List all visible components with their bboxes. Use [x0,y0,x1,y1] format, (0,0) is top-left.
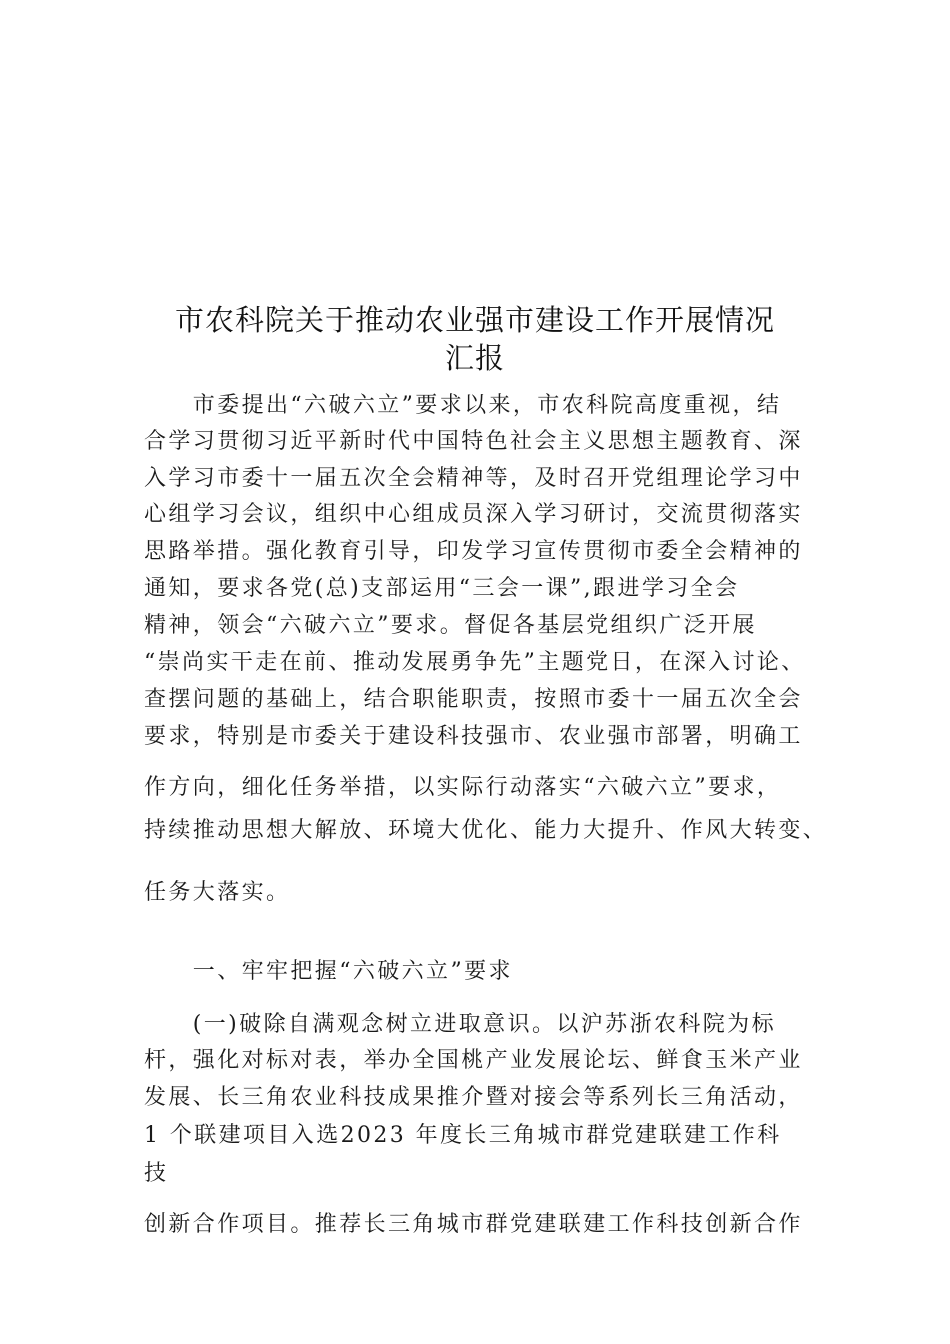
body-line: 持续推动思想大解放、环境大优化、能力大提升、作风大转变、 [144,818,828,843]
subsection-line: (一)破除自满观念树立进取意识。以沪苏浙农科院为标 [144,1012,776,1037]
body-line: 创新合作项目。推荐长三角城市群党建联建工作科技创新合作 [144,1212,803,1237]
body-line: 要求，特别是市委关于建设科技强市、农业强市部署，明确工 [144,724,803,749]
body-line: 通知，要求各党(总)支部运用“三会一课”,跟进学习全会 [144,576,740,601]
body-line: “崇尚实干走在前、推动发展勇争先”主题党日，在深入讨论、 [144,650,806,675]
body-line: 思路举措。强化教育引导，印发学习宣传贯彻市委全会精神的 [144,539,803,564]
document-title-line-1: 市农科院关于推动农业强市建设工作开展情况 [174,303,775,337]
body-line: 作方向，细化任务举措，以实际行动落实“六破六立”要求， [144,775,782,800]
body-line: 查摆问题的基础上，结合职能职责，按照市委十一届五次全会 [144,687,803,712]
body-line: 入学习市委十一届五次全会精神等，及时召开党组理论学习中 [144,466,803,491]
body-line: 合学习贯彻习近平新时代中国特色社会主义思想主题教育、深 [144,429,803,454]
body-line: 精神，领会“六破六立”要求。督促各基层党组织广泛开展 [144,613,757,638]
body-line: 1 个联建项目入选2023 年度长三角城市群党建联建工作科 [144,1123,782,1148]
body-line: 任务大落实。 [144,880,291,905]
body-line: 市委提出“六破六立”要求以来，市农科院高度重视，结 [144,393,782,418]
document-title-line-2: 汇报 [444,341,505,375]
body-line: 发展、长三角农业科技成果推介暨对接会等系列长三角活动， [144,1085,803,1110]
body-line: 杆，强化对标对表，举办全国桃产业发展论坛、鲜食玉米产业 [144,1048,803,1073]
body-line: 技 [144,1161,169,1186]
body-line: 心组学习会议，组织中心组成员深入学习研讨，交流贯彻落实 [144,502,803,527]
section-heading: 一、牢牢把握“六破六立”要求 [144,959,513,984]
